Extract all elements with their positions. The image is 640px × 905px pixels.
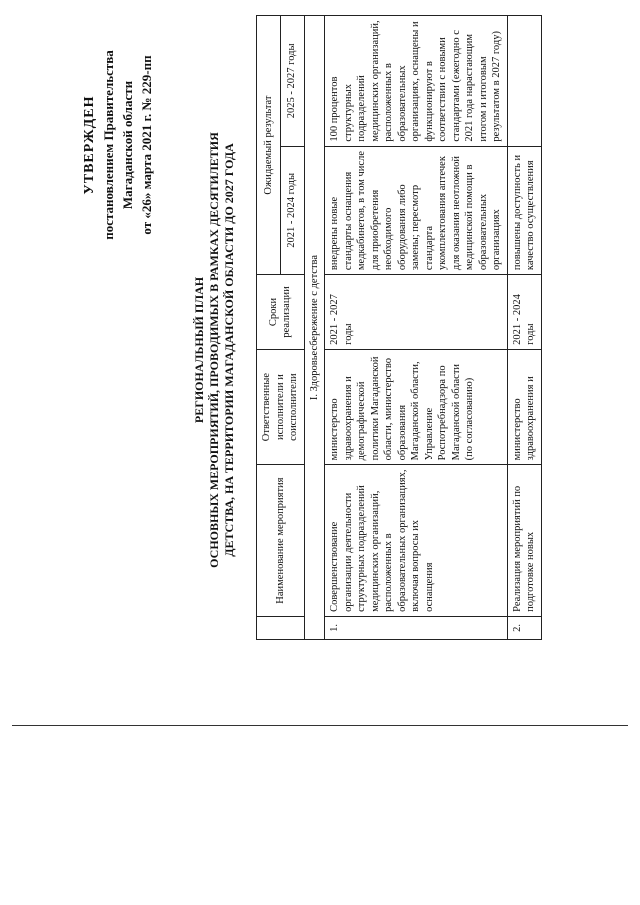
approval-line-2: Магаданской области bbox=[120, 80, 135, 210]
row-responsible: министерство здравоохранения и bbox=[507, 349, 541, 465]
header-result: Ожидаемый результат bbox=[257, 16, 281, 275]
page-divider bbox=[12, 725, 628, 726]
table-header-row bbox=[257, 16, 281, 640]
row-num: 1. bbox=[325, 616, 508, 639]
header-result-2025: 2025 - 2027 годы bbox=[280, 16, 304, 147]
row-name: Совершенствование организации деятельности структурных подразделений медицинских организаций, расположенных в образовательных организациях, включая вопросы их оснащения bbox=[325, 465, 508, 617]
row-result-2025 bbox=[507, 16, 541, 147]
table-row bbox=[325, 16, 508, 640]
row-name: Реализация мероприятий по подготовке новых bbox=[507, 465, 541, 617]
row-responsible: министерство здравоохранения и демографической политики Магаданской области, министерство образования Магаданской области, Управление Роспотребнадзора по Магаданской области (по согласованию) bbox=[325, 349, 508, 465]
header-result-2021: 2021 - 2024 годы bbox=[280, 146, 304, 274]
approval-title: УТВЕРЖДЕН bbox=[82, 95, 97, 195]
rotated-page bbox=[60, 0, 580, 700]
header-responsible: Ответственные исполнители и соисполнители bbox=[257, 349, 305, 465]
document-title bbox=[192, 0, 237, 700]
document-title-line-3: ДЕТСТВА, НА ТЕРРИТОРИИ МАГАДАНСКОЙ ОБЛАСТИ ДО 2027 ГОДА bbox=[222, 143, 236, 557]
row-result-2025: 100 процентов структурных подразделений медицинских организаций, расположенных в образовательных организациях, оснащены и функционируют в соответствии с новыми стандартами (ежегодно с 2021 года нарастающим итогом и итоговым результатом в 2027 году) bbox=[325, 16, 508, 147]
section-row bbox=[304, 16, 325, 640]
approval-block bbox=[80, 30, 156, 260]
approval-line-3: от «26» марта 2021 г. № 229-пп bbox=[139, 55, 154, 235]
header-name: Наименование мероприятия bbox=[257, 465, 305, 617]
section-title: I. Здоровьесбережение с детства bbox=[304, 16, 325, 640]
header-term: Сроки реализации bbox=[257, 275, 305, 350]
row-result-2021: внедрены новые стандарты оснащения медкабинетов, в том числе для приобретения необходимого оборудования либо замены; пересмотр стандарта укомплектования аптечек для оказания неотложной медицинской помощи в образовательных организациях bbox=[325, 146, 508, 274]
header-num bbox=[257, 616, 305, 639]
document-title-line-1: РЕГИОНАЛЬНЫЙ ПЛАН bbox=[192, 276, 206, 424]
plan-table bbox=[256, 15, 542, 640]
row-term: 2021 - 2024 годы bbox=[507, 275, 541, 350]
row-result-2021: повышены доступность и качество осуществления bbox=[507, 146, 541, 274]
approval-line-1: постановлением Правительства bbox=[101, 50, 116, 240]
row-num: 2. bbox=[507, 616, 541, 639]
document-title-line-2: ОСНОВНЫХ МЕРОПРИЯТИЙ, ПРОВОДИМЫХ В РАМКАХ ДЕСЯТИЛЕТИЯ bbox=[207, 132, 221, 568]
row-term: 2021 - 2027 годы bbox=[325, 275, 508, 350]
table-row bbox=[507, 16, 541, 640]
